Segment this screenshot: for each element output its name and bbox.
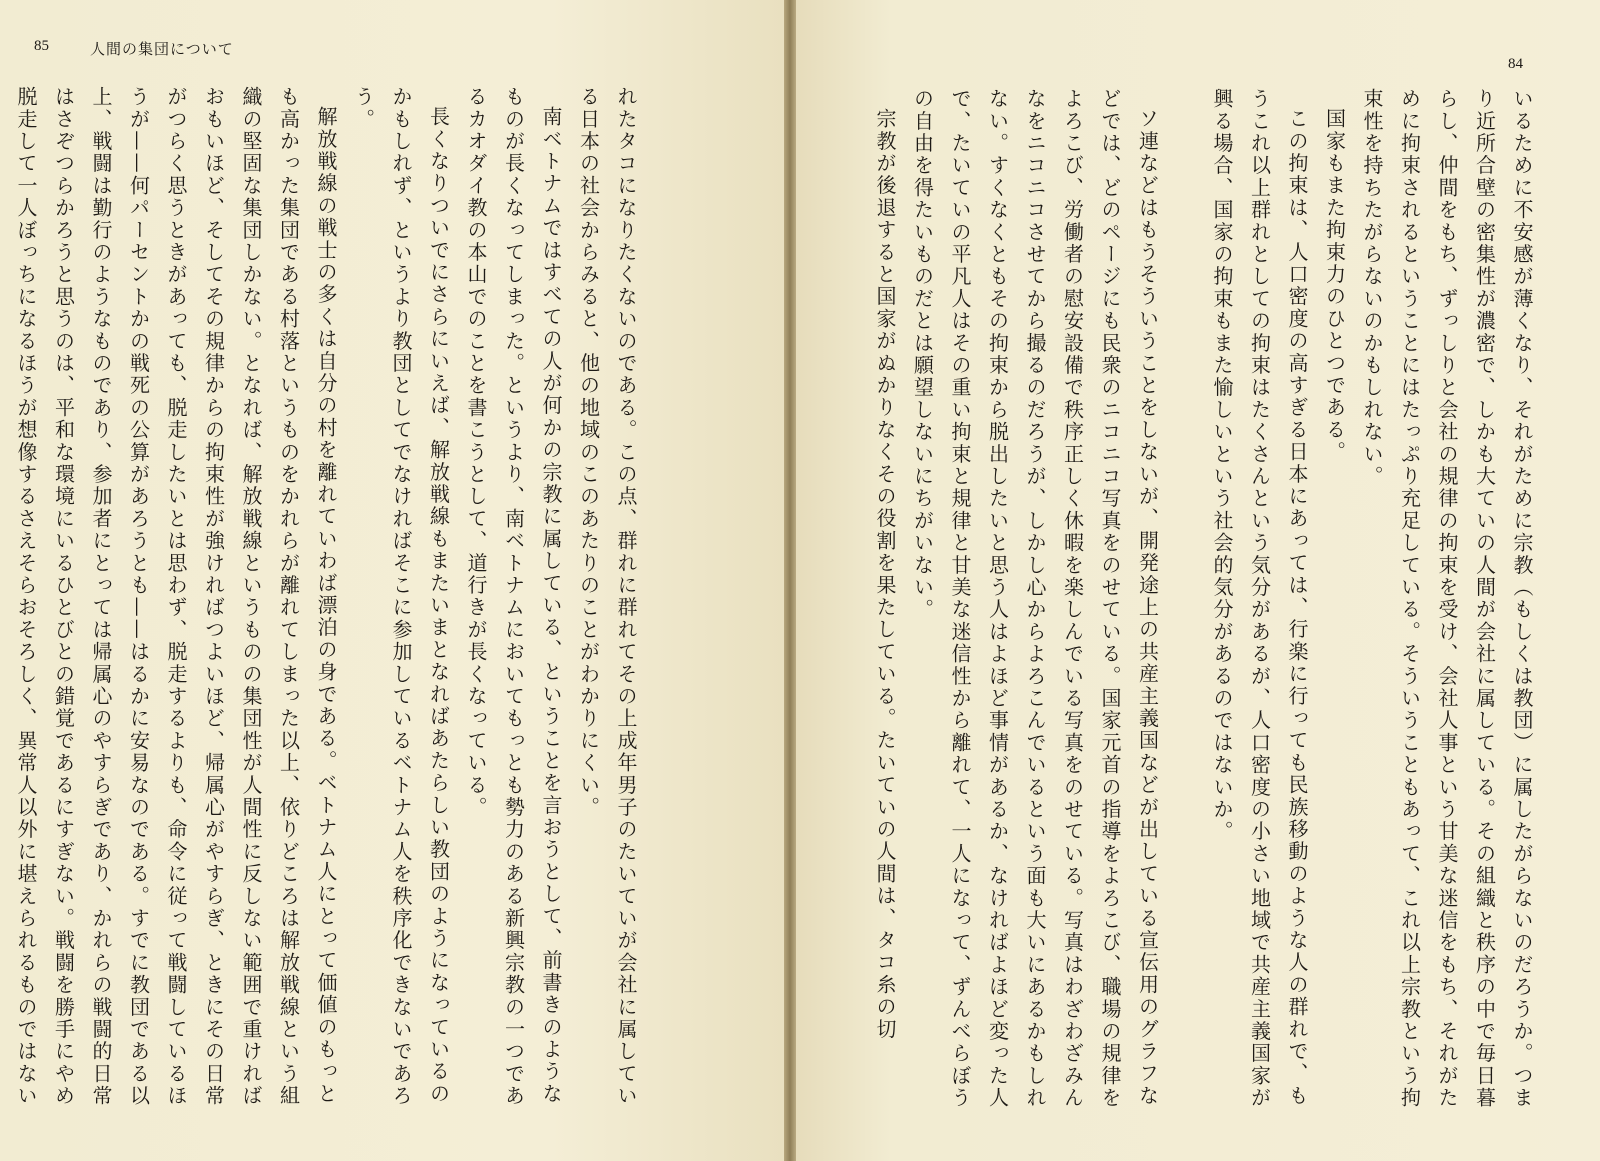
paragraph: 南ベトナムではすべての人が何かの宗教に属している、ということを言おうとして、前書きのようなものが長くなってしまった。というより、南ベトナムにおいてもっとも勢力のある新興宗教の一つであるカオダイ教の本山でのことを書こうとして、道行きが長くなっている。 — [464, 86, 563, 1108]
paragraph: 解放戦線の戦士の多くは自分の村を離れていわば漂泊の身である。ベトナム人にとって価値のもっとも高かった集団である村落というものをかれらが離れてしまった以上、依りどころは解放戦線という組織の堅固な集団しかない。となれば、解放戦線というものの集団性が人間性に反しない範囲で重ければおもいほど、そしてその規律からの拘束性が強ければつよいほど、帰属心がやすらぎ、ときにその日常がつらく思うときがあっても、脱走したいとは思わず、脱走するよりも、命令に従って戦闘しているほうが——何パーセントかの戦死の公算があろうとも——はるかに安易なのである。すでに教団である以上、戦闘は勤行のようなものであり、参加者にとっては帰属心のやすらぎであり、かれらの戦闘的日常はさぞつらかろうと思うのは、平和な環境にいるひとびとの錯覚であるにすぎない。戦闘を勝手にやめ脱走して一人ぼっちになるほうが想像するさえそらおそろしく、異常人以外に堪えられるものではない — [14, 86, 338, 1108]
left-body-text — [14, 86, 644, 1121]
page-number-left: 85 — [34, 38, 49, 54]
paragraph: 宗教が後退すると国家がぬかりなくその役割を果たしている。たいていの人間は、タコ糸の切 — [873, 108, 897, 1041]
paragraph: れたタコになりたくないのである。この点、群れに群れてその上成年男子のたいていが会社に属している日本の社会からみると、他の地域のこのあたりのことがわかりにくい。 — [576, 86, 638, 1108]
running-title: 人間の集団について — [90, 42, 234, 58]
paragraph: 長くなりついでにさらにいえば、解放戦線もまたいまとなればあたらしい教団のようになっているのかもしれず、というより教団としてでなければそこに参加しているベトナム人を秩序化できないであろう。 — [351, 86, 451, 1108]
book-gutter — [784, 0, 796, 1161]
paragraph: この拘束は、人口密度の高すぎる日本にあっては、行楽に行っても民族移動のような人の群れで、もうこれ以上群れとしての拘束はたくさんという気分があるが、人口密度の小さい地域で共産主義国家が興る場合、国家の拘束もまた愉しいという社会的気分があるのではないか。 — [1210, 88, 1309, 1110]
page-number-right: 84 — [1508, 56, 1523, 72]
paragraph: ソ連などはもうそういうことをしないが、開発途上の共産主義国などが出している宣伝用のグラフなどでは、どのページにも民衆のニコニコ写真をのせている。国家元首の指導をよろこび、職場の規律をよろこび、労働者の慰安設備で秩序正しく休暇を楽しんでいる写真をのせている。写真はわざわざみんなをニコニコさせてから撮るのだろうが、しかし心からよろこんでいるという面も大いにあるかもしれない。すくなくともその拘束から脱出したいと思う人はよほど事情があるか、なければよほど変った人で、たいていの平凡人はその重い拘束と規律と甘美な迷信性から離れて、一人になって、ずんべらぼうの自由を得たいものだとは願望しないにちがいない。 — [910, 88, 1160, 1110]
paragraph: 国家もまた拘束力のひとつである。 — [1322, 108, 1347, 464]
paragraph: いるために不安感が薄くなり、それがために宗教（もしくは教団）に属したがらないのだろうか。つまり近所合壁の密集性が濃密で、しかも大ていの人間が会社に属している。その組織と秩序の中で毎日暮らし、仲間をもち、ずっしりと会社の規律の拘束を受け、会社人事という甘美な迷信をもち、それがために拘束されるということにはたっぷり充足している。そういうこともあって、これ以上宗教という拘束性を持ちたがらないのかもしれない。 — [1360, 88, 1534, 1110]
left-page — [0, 0, 784, 1161]
right-page — [796, 0, 1600, 1161]
right-body-text — [860, 88, 1540, 1123]
